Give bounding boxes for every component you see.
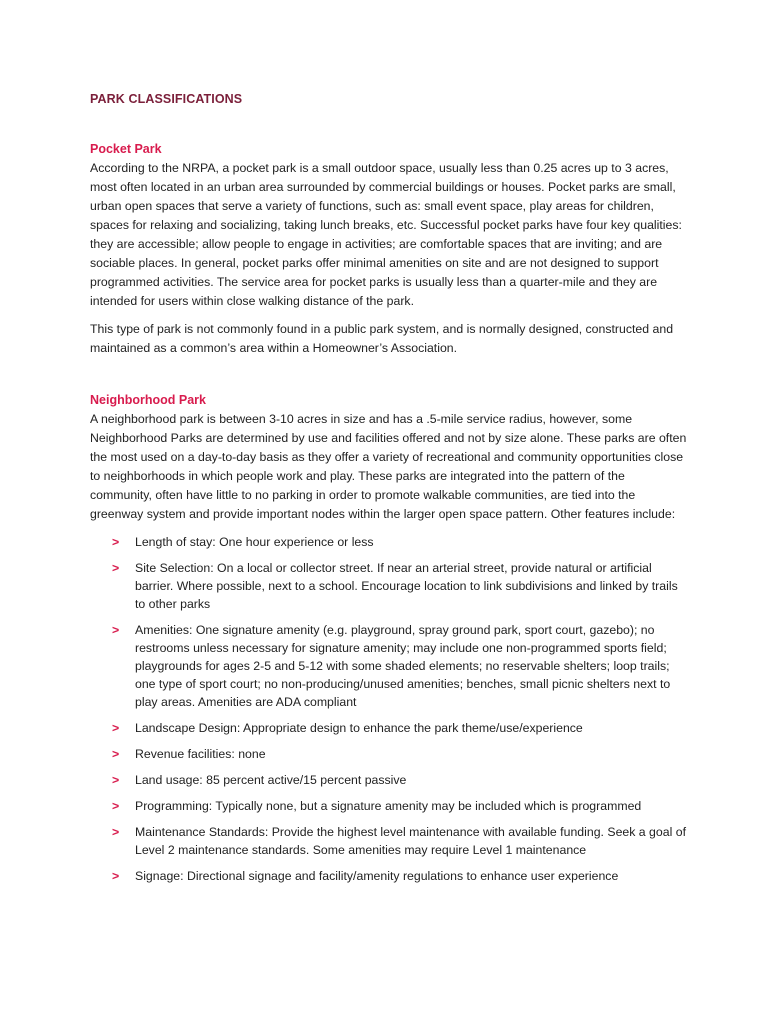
chevron-right-icon: > bbox=[112, 535, 120, 549]
list-item bbox=[90, 621, 690, 711]
chevron-right-icon: > bbox=[112, 773, 120, 787]
neighborhood-park-heading: Neighborhood Park bbox=[90, 393, 206, 407]
list-item bbox=[90, 771, 690, 789]
features-list bbox=[90, 533, 690, 885]
chevron-right-icon: > bbox=[112, 721, 120, 735]
list-item-text: Amenities: One signature amenity (e.g. playground, spray ground park, sport court, gazebo); no restrooms unless necessary for signature amenity; may include one non-programmed sports field; playgrounds for ages 2-5 and 5-12 with some shaded elements; no reservable shelters; loop trails; one type of sport court; no non-producing/unused amenities; benches, small picnic shelters next to play areas. Amenities are ADA compliant bbox=[135, 623, 671, 709]
section-spacer bbox=[90, 367, 690, 393]
list-item bbox=[90, 823, 690, 859]
list-item bbox=[90, 797, 690, 815]
chevron-right-icon: > bbox=[112, 561, 120, 575]
neighborhood-park-paragraph: A neighborhood park is between 3-10 acres in size and has a .5-mile service radius, however, some Neighborhood Parks are determined by use and facilities offered and not by size alone. These parks are often the most used on a day-to-day basis as they offer a variety of recreational and community opportunities close to neighborhoods in which people work and play. These parks are integrated into the pattern of the community, often have little to no parking in order to promote walkable communities, are tied into the greenway system and provide important nodes within the larger open space pattern. Other features include: bbox=[90, 412, 687, 521]
list-item-text: Signage: Directional signage and facility/amenity regulations to enhance user experience bbox=[135, 869, 619, 883]
pocket-park-paragraph-1: According to the NRPA, a pocket park is a small outdoor space, usually less than 0.25 acres up to 3 acres, most often located in an urban area surrounded by commercial buildings or houses. Pocket parks are small, urban open spaces that serve a variety of functions, such as: small event space, play areas for children, spaces for relaxing and socializing, taking lunch breaks, etc. Successful pocket parks have four key qualities: they are accessible; allow people to engage in activities; are comfortable spaces that are inviting; and are sociable places. In general, pocket parks offer minimal amenities on site and are not designed to support programmed activities. The service area for pocket parks is usually less than a quarter-mile and they are intended for users within close walking distance of the park. bbox=[90, 161, 682, 308]
chevron-right-icon: > bbox=[112, 747, 120, 761]
list-item-text: Programming: Typically none, but a signature amenity may be included which is programmed bbox=[135, 799, 642, 813]
list-item bbox=[90, 559, 690, 613]
list-item-text: Revenue facilities: none bbox=[135, 747, 266, 761]
chevron-right-icon: > bbox=[112, 623, 120, 637]
document-content bbox=[90, 92, 690, 893]
chevron-right-icon: > bbox=[112, 825, 120, 839]
list-item-text: Land usage: 85 percent active/15 percent passive bbox=[135, 773, 407, 787]
neighborhood-park-section bbox=[90, 393, 690, 885]
list-item bbox=[90, 867, 690, 885]
chevron-right-icon: > bbox=[112, 869, 120, 883]
pocket-park-heading: Pocket Park bbox=[90, 142, 162, 156]
pocket-park-section bbox=[90, 142, 690, 358]
chevron-right-icon: > bbox=[112, 799, 120, 813]
document-title: PARK CLASSIFICATIONS bbox=[90, 92, 243, 106]
list-item bbox=[90, 533, 690, 551]
list-item bbox=[90, 719, 690, 737]
pocket-park-paragraph-2: This type of park is not commonly found in a public park system, and is normally designed, constructed and maintained as a common’s area within a Homeowner’s Association. bbox=[90, 322, 674, 355]
list-item-text: Length of stay: One hour experience or less bbox=[135, 535, 374, 549]
list-item-text: Maintenance Standards: Provide the highest level maintenance with available funding. Seek a goal of Level 2 maintenance standards. Some amenities may require Level 1 maintenance bbox=[135, 825, 686, 857]
list-item-text: Site Selection: On a local or collector street. If near an arterial street, provide natural or artificial barrier. Where possible, next to a school. Encourage location to link subdivisions and linked by trails to other parks bbox=[135, 561, 678, 611]
list-item bbox=[90, 745, 690, 763]
list-item-text: Landscape Design: Appropriate design to enhance the park theme/use/experience bbox=[135, 721, 583, 735]
